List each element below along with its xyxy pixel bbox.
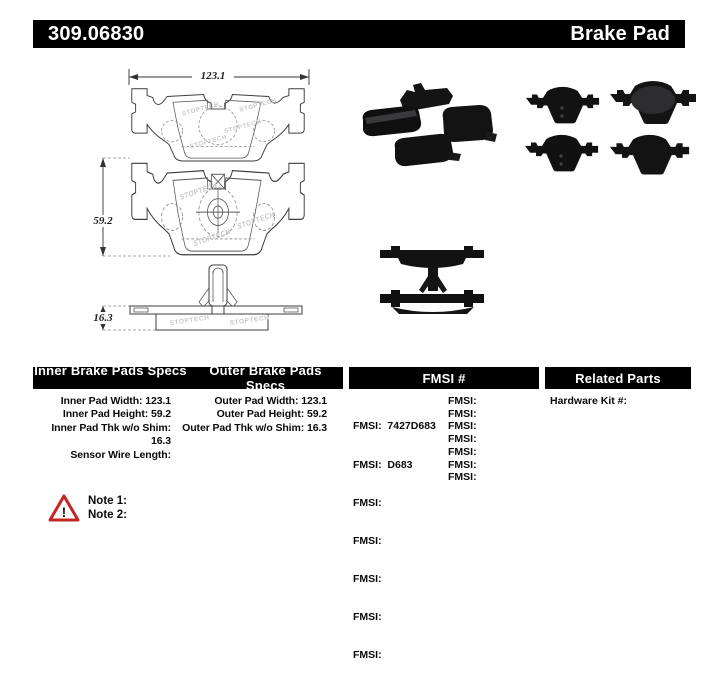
pads-specs-header-bar — [33, 363, 343, 393]
outer-specs-rows — [180, 395, 327, 435]
pad-photos-edge — [378, 240, 488, 320]
fmsi-column-1 — [353, 395, 445, 687]
spec-row: Inner Pad Width: 123.1 — [60, 395, 171, 407]
part-number: 309.06830 — [48, 22, 145, 45]
spec-row: Outer Pad Height: 59.2 — [216, 408, 327, 421]
svg-text:STOPTECH: STOPTECH — [192, 227, 232, 249]
pad-outer-drawing — [127, 83, 309, 162]
hardware-kit-label: Hardware Kit #: — [550, 395, 628, 407]
height-dimension-label: 59.2 — [86, 215, 120, 227]
related-parts-header: Related Parts — [575, 370, 661, 386]
svg-text:STOPTECH: STOPTECH — [181, 100, 221, 118]
svg-text:!: ! — [61, 504, 67, 520]
pad-side-drawing — [122, 262, 312, 334]
warning-icon — [48, 494, 80, 522]
pad-inner-drawing — [127, 156, 309, 256]
inner-specs-header: Inner Brake Pads Specs — [34, 363, 187, 378]
pad-photos-flat — [520, 76, 700, 176]
fmsi-row: FMSI: — [353, 572, 382, 585]
spec-row: Inner Pad Height: 59.2 — [62, 408, 171, 421]
outer-specs-header: Outer Brake Pads Specs — [209, 363, 322, 393]
note-2-label: Note 2: — [88, 509, 127, 521]
fmsi-header-bar — [349, 367, 539, 389]
fmsi-row: FMSI: — [448, 458, 477, 471]
fmsi-header: FMSI # — [422, 370, 466, 386]
svg-text:STOPTECH: STOPTECH — [188, 133, 228, 151]
note-1-label: Note 1: — [88, 495, 127, 507]
svg-text:STOPTECH: STOPTECH — [229, 314, 270, 327]
fmsi-row: FMSI: — [448, 445, 477, 458]
fmsi-row: FMSI: D683 — [353, 458, 413, 471]
fmsi-row: FMSI: — [448, 395, 477, 407]
inner-specs-rows — [33, 395, 171, 462]
fmsi-row: FMSI: — [448, 433, 477, 446]
product-title: Brake Pad — [570, 22, 670, 45]
fmsi-row: FMSI: — [448, 407, 477, 420]
related-parts-header-bar — [545, 367, 691, 389]
svg-text:STOPTECH: STOPTECH — [238, 97, 278, 114]
title-bar — [33, 20, 685, 48]
svg-text:STOPTECH: STOPTECH — [179, 180, 219, 203]
fmsi-column-2 — [448, 395, 528, 484]
pad-photos-angled — [355, 78, 505, 178]
fmsi-row: FMSI: — [353, 534, 382, 547]
fmsi-row: FMSI: — [353, 610, 382, 623]
spec-row: Inner Pad Thk w/o Shim: 16.3 — [51, 421, 171, 448]
thickness-dimension-label: 16.3 — [86, 312, 120, 324]
spec-row: Outer Pad Width: 123.1 — [214, 395, 327, 407]
fmsi-row: FMSI: — [448, 420, 477, 433]
spec-row: Sensor Wire Length: — [70, 448, 171, 461]
svg-text:STOPTECH: STOPTECH — [223, 118, 263, 136]
fmsi-row: FMSI: — [448, 471, 477, 484]
fmsi-row: FMSI: 7427D683 — [353, 420, 436, 433]
fmsi-row: FMSI: — [353, 496, 382, 509]
svg-text:STOPTECH: STOPTECH — [236, 210, 276, 232]
width-dimension-label: 123.1 — [192, 70, 234, 82]
fmsi-row: FMSI: — [353, 649, 382, 662]
spec-row: Outer Pad Thk w/o Shim: 16.3 — [182, 421, 327, 434]
svg-text:STOPTECH: STOPTECH — [169, 314, 210, 327]
